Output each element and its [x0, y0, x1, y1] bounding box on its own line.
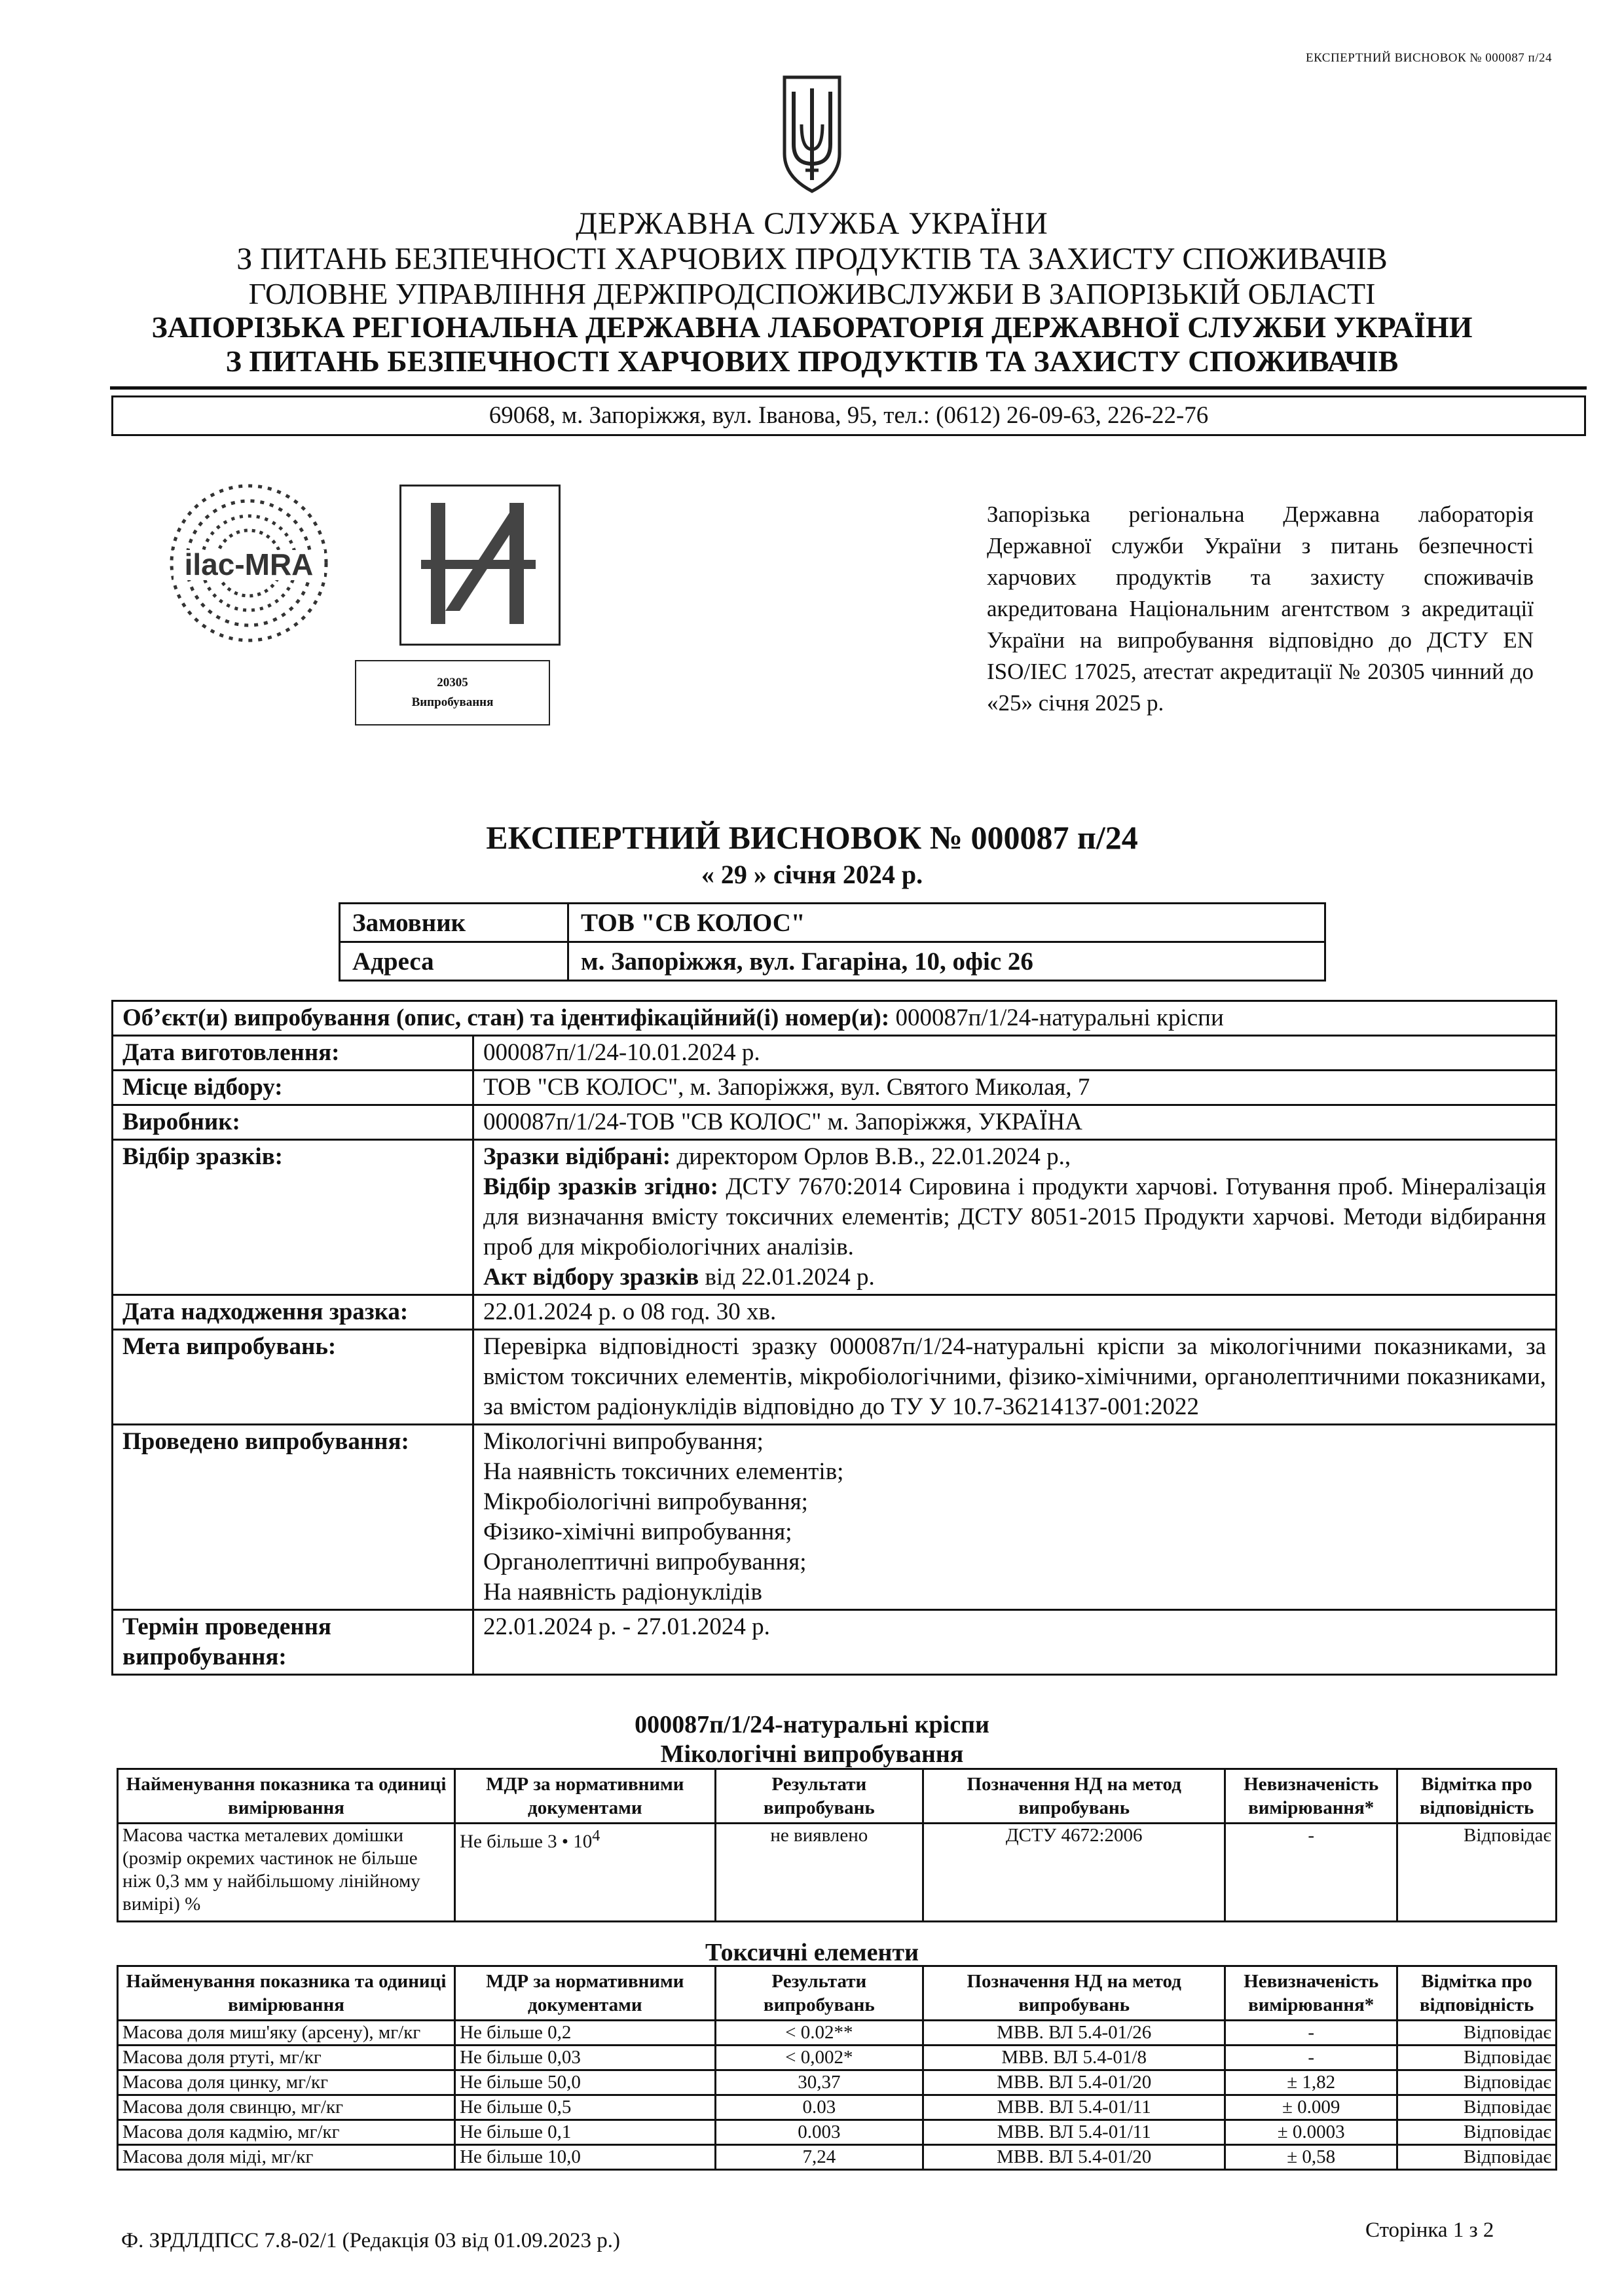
- table-row: [118, 2046, 1557, 2070]
- col-header-name: Найменування показника та одиниці вимірювання: [118, 1966, 455, 2021]
- laboratory-address: 69068, м. Запоріжжя, вул. Іванова, 95, тел.: (0612) 26-09-63, 226-22-76: [111, 395, 1586, 436]
- indicator-uncertainty: -: [1225, 2046, 1397, 2070]
- na-logo-icon: [401, 487, 555, 640]
- list-item: На наявність токсичних елементів;: [483, 1458, 844, 1485]
- test-object-label: Об’єкт(и) випробування (опис, стан) та ідентифікаційний(і) номер(и):: [122, 1004, 890, 1031]
- producer-value: 000087п/1/24-ТОВ "СВ КОЛОС" м. Запоріжжя, УКРАЇНА: [473, 1105, 1557, 1140]
- table-row: [118, 2070, 1557, 2095]
- producer-label: Виробник:: [113, 1105, 473, 1140]
- customer-address-label: Адреса: [340, 942, 568, 981]
- indicator-method: МВВ. ВЛ 5.4-01/8: [923, 2046, 1225, 2070]
- indicator-uncertainty: -: [1225, 2021, 1397, 2046]
- col-header-method: Позначення НД на метод випробувань: [923, 1769, 1225, 1824]
- customer-label: Замовник: [340, 904, 568, 942]
- col-header-method: Позначення НД на метод випробувань: [923, 1966, 1225, 2021]
- indicator-name: Масова доля цинку, мг/кг: [118, 2070, 455, 2095]
- test-term-label: Термін проведення випробування:: [113, 1610, 473, 1675]
- indicator-name: Масова доля міді, мг/кг: [118, 2145, 455, 2170]
- indicator-mdr: Не більше 50,0: [455, 2070, 715, 2095]
- sampled-by-value: директором Орлов В.В., 22.01.2024 р.,: [671, 1143, 1071, 1170]
- col-header-mdr: МДР за нормативними документами: [455, 1769, 715, 1824]
- indicator-result: не виявлено: [715, 1824, 923, 1922]
- ilac-mra-logo-icon: [160, 471, 337, 655]
- accreditation-number: 20305: [437, 676, 468, 689]
- table-row: [118, 1824, 1557, 1922]
- toxic-elements-table: [117, 1965, 1557, 2171]
- indicator-compliance: Відповідає: [1397, 2145, 1557, 2170]
- indicator-uncertainty: ± 0.009: [1225, 2095, 1397, 2120]
- sampling-standard-value: ДСТУ 7670:2014 Сировина і продукти харчові. Готування проб. Мінералізація для визначання вмісту токсичних елементів; ДСТУ 8051-2015 Продукти харчові. Методи відбирання проб для мікробіологічних аналізів.: [483, 1173, 1546, 1260]
- indicator-mdr: Не більше 10,0: [455, 2145, 715, 2170]
- list-item: Органолептичні випробування;: [483, 1549, 807, 1575]
- indicator-name: Масова доля кадмію, мг/кг: [118, 2120, 455, 2145]
- indicator-name: Масова частка металевих домішки (розмір окремих частинок не більше ніж 0,3 мм у найбільшому лінійному вимірі) %: [118, 1824, 455, 1922]
- col-header-compliance: Відмітка про відповідність: [1397, 1769, 1557, 1824]
- indicator-method: МВВ. ВЛ 5.4-01/26: [923, 2021, 1225, 2046]
- header-line-4: ЗАПОРІЗЬКА РЕГІОНАЛЬНА ДЕРЖАВНА ЛАБОРАТОРІЯ ДЕРЖАВНОЇ СЛУЖБИ УКРАЇНИ: [151, 310, 1473, 344]
- indicator-result: 0.003: [715, 2120, 923, 2145]
- indicator-method: МВВ. ВЛ 5.4-01/11: [923, 2120, 1225, 2145]
- test-purpose-label: Мета випробувань:: [113, 1330, 473, 1425]
- toxic-section-title: Токсичні елементи: [705, 1939, 919, 1966]
- indicator-name: Масова доля свинцю, мг/кг: [118, 2095, 455, 2120]
- indicator-mdr: Не більше 0,2: [455, 2021, 715, 2046]
- indicator-compliance: Відповідає: [1397, 1824, 1557, 1922]
- indicator-result: 30,37: [715, 2070, 923, 2095]
- customer-value: ТОВ "СВ КОЛОС": [568, 904, 1325, 942]
- page-number: Сторінка 1 з 2: [1365, 2218, 1494, 2242]
- list-item: На наявність радіонуклідів: [483, 1579, 763, 1606]
- col-header-uncertainty: Невизначеність вимірювання*: [1225, 1769, 1397, 1824]
- table-header-row: [118, 1966, 1557, 2021]
- customer-table: [339, 902, 1326, 982]
- table-header-row: [118, 1769, 1557, 1824]
- col-header-result: Результати випробувань: [715, 1769, 923, 1824]
- document-date: « 29 » січня 2024 р.: [701, 860, 923, 889]
- sampling-place-label: Місце відбору:: [113, 1071, 473, 1105]
- sampling-label: Відбір зразків:: [113, 1140, 473, 1295]
- indicator-compliance: Відповідає: [1397, 2046, 1557, 2070]
- sampling-act-value: від 22.01.2024 р.: [699, 1264, 875, 1291]
- indicator-name: Масова доля ртуті, мг/кг: [118, 2046, 455, 2070]
- indicator-uncertainty: -: [1225, 1824, 1397, 1922]
- form-reference: Ф. ЗРДЛДПСС 7.8-02/1 (Редакція 03 від 01.09.2023 р.): [121, 2229, 621, 2252]
- receipt-date-value: 22.01.2024 р. о 08 год. 30 хв.: [473, 1295, 1557, 1330]
- col-header-mdr: МДР за нормативними документами: [455, 1966, 715, 2021]
- test-info-table: [111, 1000, 1557, 1676]
- indicator-compliance: Відповідає: [1397, 2021, 1557, 2046]
- customer-address-value: м. Запоріжжя, вул. Гагаріна, 10, офіс 26: [568, 942, 1325, 981]
- col-header-name: Найменування показника та одиниці вимірювання: [118, 1769, 455, 1824]
- table-row: [118, 2120, 1557, 2145]
- test-purpose-value: Перевірка відповідності зразку 000087п/1/24-натуральні кріспи за мікологічними показниками, за вмістом токсичних елементів, мікробіологічними, фізико-хімічними, органолептичними показниками, за вмістом радіонуклідів відповідно до ТУ У 10.7-36214137-001:2022: [473, 1330, 1557, 1425]
- indicator-uncertainty: ± 0.0003: [1225, 2120, 1397, 2145]
- header-line-5: З ПИТАНЬ БЕЗПЕЧНОСТІ ХАРЧОВИХ ПРОДУКТІВ ТА ЗАХИСТУ СПОЖИВАЧІВ: [225, 344, 1399, 378]
- header-line-3: ГОЛОВНЕ УПРАВЛІННЯ ДЕРЖПРОДСПОЖИВСЛУЖБИ В ЗАПОРІЗЬКІЙ ОБЛАСТІ: [248, 276, 1376, 310]
- indicator-method: ДСТУ 4672:2006: [923, 1824, 1225, 1922]
- manufacture-date-value: 000087п/1/24-10.01.2024 р.: [473, 1036, 1557, 1071]
- col-header-result: Результати випробувань: [715, 1966, 923, 2021]
- indicator-method: МВВ. ВЛ 5.4-01/11: [923, 2095, 1225, 2120]
- indicator-result: 7,24: [715, 2145, 923, 2170]
- indicator-compliance: Відповідає: [1397, 2070, 1557, 2095]
- indicator-result: < 0,002*: [715, 2046, 923, 2070]
- sample-heading: 000087п/1/24-натуральні кріспи: [635, 1711, 989, 1738]
- organization-header: [0, 206, 1624, 378]
- indicator-compliance: Відповідає: [1397, 2095, 1557, 2120]
- mycological-section-title: Мікологічні випробування: [660, 1740, 964, 1768]
- coat-of-arms-icon: [779, 72, 845, 196]
- mycological-table: [117, 1768, 1557, 1922]
- indicator-mdr: Не більше 0,5: [455, 2095, 715, 2120]
- indicator-mdr: Не більше 0,03: [455, 2046, 715, 2070]
- sampling-act-label: Акт відбору зразків: [483, 1264, 699, 1291]
- indicator-result: 0.03: [715, 2095, 923, 2120]
- document-reference: ЕКСПЕРТНИЙ ВИСНОВОК № 000087 п/24: [1305, 51, 1552, 65]
- sampling-standard-label: Відбір зразків згідно:: [483, 1173, 718, 1200]
- indicator-result: < 0.02**: [715, 2021, 923, 2046]
- manufacture-date-label: Дата виготовлення:: [113, 1036, 473, 1071]
- accreditation-statement: Запорізька регіональна Державна лабораторія Державної служби України з питань безпечності харчових продуктів та захисту споживачів акредитована Національним агентством з акредитації України на випробування відповідно до ДСТУ EN ISO/IEC 17025, атестат акредитації № 20305 чинний до «25» січня 2025 р.: [987, 502, 1534, 716]
- receipt-date-label: Дата надходження зразка:: [113, 1295, 473, 1330]
- indicator-uncertainty: ± 0,58: [1225, 2145, 1397, 2170]
- list-item: Мікологічні випробування;: [483, 1428, 764, 1455]
- indicator-mdr: Не більше 3 • $10^4$: [455, 1824, 715, 1922]
- accreditation-label: [355, 660, 550, 725]
- table-row: [118, 2095, 1557, 2120]
- tests-done-list: [473, 1425, 1557, 1610]
- list-item: Мікробіологічні випробування;: [483, 1488, 808, 1515]
- indicator-mdr: Не більше 0,1: [455, 2120, 715, 2145]
- indicator-name: Масова доля миш'яку (арсену), мг/кг: [118, 2021, 455, 2046]
- table-row: [118, 2145, 1557, 2170]
- header-line-1: ДЕРЖАВНА СЛУЖБА УКРАЇНИ: [576, 206, 1048, 241]
- list-item: Фізико-хімічні випробування;: [483, 1518, 792, 1545]
- accreditation-scope: Випробування: [411, 695, 494, 709]
- accreditation-agency-logo: [399, 485, 561, 646]
- indicator-method: МВВ. ВЛ 5.4-01/20: [923, 2070, 1225, 2095]
- test-object-value: 000087п/1/24-натуральні кріспи: [889, 1004, 1224, 1031]
- test-term-value: 22.01.2024 р. - 27.01.2024 р.: [473, 1610, 1557, 1675]
- header-divider: [110, 386, 1587, 390]
- test-object-row: [113, 1001, 1557, 1036]
- table-row: [118, 2021, 1557, 2046]
- sampling-details: [473, 1140, 1557, 1295]
- header-line-2: З ПИТАНЬ БЕЗПЕЧНОСТІ ХАРЧОВИХ ПРОДУКТІВ ТА ЗАХИСТУ СПОЖИВАЧІВ: [236, 241, 1388, 276]
- sampling-place-value: ТОВ "СВ КОЛОС", м. Запоріжжя, вул. Святого Миколая, 7: [473, 1071, 1557, 1105]
- tests-done-label: Проведено випробування:: [113, 1425, 473, 1610]
- col-header-compliance: Відмітка про відповідність: [1397, 1966, 1557, 2021]
- ilac-logo-text: ilac-MRA: [184, 547, 314, 581]
- sampled-by-label: Зразки відібрані:: [483, 1143, 671, 1170]
- indicator-method: МВВ. ВЛ 5.4-01/20: [923, 2145, 1225, 2170]
- col-header-uncertainty: Невизначеність вимірювання*: [1225, 1966, 1397, 2021]
- document-title: ЕКСПЕРТНИЙ ВИСНОВОК № 000087 п/24: [486, 819, 1138, 856]
- indicator-uncertainty: ± 1,82: [1225, 2070, 1397, 2095]
- indicator-compliance: Відповідає: [1397, 2120, 1557, 2145]
